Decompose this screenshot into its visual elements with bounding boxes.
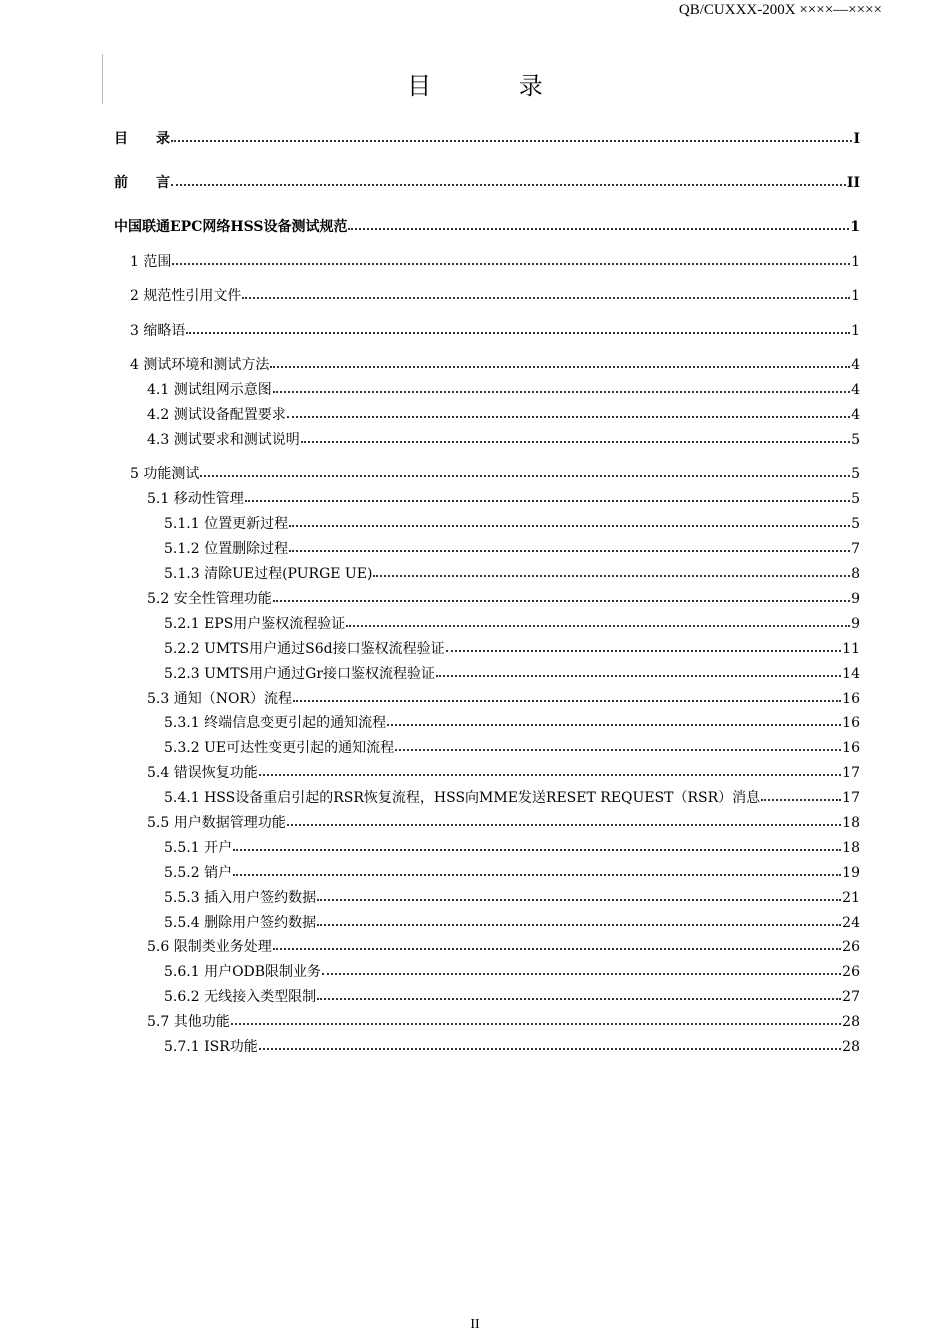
toc-entry[interactable] <box>114 562 860 582</box>
toc-entry-title: 5.4.1 HSS设备重启引起的RSR恢复流程，HSS向MME发送RESET REQUEST（RSR）消息 <box>164 790 761 806</box>
toc-entry-title: 5.6.2 无线接入类型限制 <box>164 989 317 1005</box>
toc-entry[interactable] <box>114 786 860 806</box>
toc-entry-title: 5.2.3 UMTS用户通过Gr接口鉴权流程验证 <box>164 666 436 682</box>
dot-leader <box>317 910 841 926</box>
toc-entry-page: 16 <box>842 715 860 731</box>
toc-entry[interactable] <box>114 378 860 398</box>
dot-leader <box>259 760 841 776</box>
dot-leader <box>242 283 850 299</box>
dot-leader <box>273 377 850 393</box>
toc-entry[interactable] <box>114 960 860 980</box>
dot-leader <box>301 427 850 443</box>
toc-entry-page: 9 <box>851 591 860 607</box>
toc-entry-title: 5.7.1 ISR功能 <box>164 1039 258 1055</box>
toc-entry-page: 26 <box>842 964 860 980</box>
dot-leader <box>273 586 850 602</box>
toc-entry-page: 5 <box>851 491 860 507</box>
toc-entry[interactable] <box>114 687 860 707</box>
toc-entry[interactable] <box>114 215 860 235</box>
dot-leader <box>186 318 850 334</box>
toc-entry-page: 4 <box>851 407 860 423</box>
toc-entry-title: 5.1 移动性管理 <box>147 491 244 507</box>
toc-entry-title: 5.5.4 删除用户签约数据 <box>164 915 317 931</box>
toc-entry-page: I <box>853 131 860 147</box>
toc-entry[interactable] <box>114 403 860 423</box>
toc-entry[interactable] <box>114 886 860 906</box>
dot-leader <box>200 461 850 477</box>
dot-leader <box>287 810 841 826</box>
toc-entry-page: 14 <box>842 666 860 682</box>
toc-entry-page: 24 <box>842 915 860 931</box>
toc-entry-page: 4 <box>851 382 860 398</box>
toc-entry-title: 中国联通EPC网络HSS设备测试规范 <box>114 219 348 235</box>
toc-entry-page: 4 <box>851 357 860 373</box>
dot-leader <box>761 785 841 801</box>
toc-entry-page: 11 <box>842 641 860 657</box>
page-number: II <box>470 1317 480 1332</box>
toc-entry-page: 16 <box>842 691 860 707</box>
dot-leader <box>171 170 846 186</box>
toc-entry-page: 5 <box>851 516 860 532</box>
page-title: 目 录 <box>407 72 583 100</box>
toc-entry-title: 5.4 错误恢复功能 <box>147 765 258 781</box>
toc-entry-title: 5.2.1 EPS用户鉴权流程验证 <box>164 616 346 632</box>
dot-leader <box>233 835 841 851</box>
toc-entry[interactable] <box>114 512 860 532</box>
dot-leader <box>446 636 842 652</box>
toc-entry-title: 5.5.1 开户 <box>164 840 233 856</box>
dot-leader <box>317 885 841 901</box>
toc-entry-title: 5.6 限制类业务处理 <box>147 939 272 955</box>
toc-entry[interactable] <box>114 612 860 632</box>
toc-entry-title: 2 规范性引用文件 <box>130 288 242 304</box>
toc-entry[interactable] <box>114 861 860 881</box>
dot-leader <box>171 126 852 142</box>
toc-entry-page: 7 <box>851 541 860 557</box>
toc-entry-title: 目 录 <box>114 131 170 147</box>
toc-entry-title: 5.1.3 清除UE过程(PURGE UE) <box>164 566 373 582</box>
toc-entry-page: 17 <box>842 790 860 806</box>
toc-entry-page: 9 <box>851 616 860 632</box>
toc-entry-page: 1 <box>851 254 860 270</box>
dot-leader <box>172 249 850 265</box>
toc-entry-page: 27 <box>842 989 860 1005</box>
toc-entry[interactable] <box>114 127 860 147</box>
dot-leader <box>436 661 841 677</box>
toc-entry[interactable] <box>114 284 860 304</box>
toc-entry-page: 21 <box>842 890 860 906</box>
toc-entry-title: 4.2 测试设备配置要求 <box>147 407 286 423</box>
toc-entry[interactable] <box>114 911 860 931</box>
toc-entry-title: 5.3.1 终端信息变更引起的通知流程 <box>164 715 387 731</box>
toc-entry-page: 5 <box>851 466 860 482</box>
dot-leader <box>322 959 841 975</box>
toc-entry-title: 5 功能测试 <box>130 466 200 482</box>
toc-entry[interactable] <box>114 836 860 856</box>
toc-entry-title: 5.5 用户数据管理功能 <box>147 815 286 831</box>
toc-entry-page: 28 <box>842 1039 860 1055</box>
dot-leader <box>231 1009 841 1025</box>
toc-entry-page: 8 <box>851 566 860 582</box>
toc-entry-title: 前 言 <box>114 175 170 191</box>
dot-leader <box>348 214 849 230</box>
toc-entry-title: 4.1 测试组网示意图 <box>147 382 272 398</box>
toc-entry-title: 3 缩略语 <box>130 323 186 339</box>
toc-entry-page: 17 <box>842 765 860 781</box>
toc-entry-title: 1 范围 <box>130 254 172 270</box>
toc-entry-page: 16 <box>842 740 860 756</box>
toc-entry[interactable] <box>114 637 860 657</box>
dot-leader <box>373 561 850 577</box>
toc-entry-page: 18 <box>842 815 860 831</box>
toc-entry-page: 26 <box>842 939 860 955</box>
document-code: QB/CUXXX-200X ××××—×××× <box>678 2 882 18</box>
toc-entry-page: 18 <box>842 840 860 856</box>
toc-entry[interactable] <box>114 1035 860 1055</box>
dot-leader <box>346 611 850 627</box>
toc-entry-page: 28 <box>842 1014 860 1030</box>
toc-entry[interactable] <box>114 935 860 955</box>
toc-entry-page: II <box>846 175 860 191</box>
toc-entry[interactable] <box>114 662 860 682</box>
toc-entry-title: 4.3 测试要求和测试说明 <box>147 432 300 448</box>
toc-entry[interactable] <box>114 811 860 831</box>
toc-entry[interactable] <box>114 1010 860 1030</box>
toc-entry-title: 5.6.1 用户ODB限制业务 <box>164 964 322 980</box>
dot-leader <box>293 686 841 702</box>
toc-entry-title: 5.1.2 位置删除过程 <box>164 541 289 557</box>
toc-entry[interactable] <box>114 985 860 1005</box>
toc-entry-title: 5.2 安全性管理功能 <box>147 591 272 607</box>
dot-leader <box>259 1034 841 1050</box>
toc-entry[interactable] <box>114 537 860 557</box>
dot-leader <box>273 934 841 950</box>
toc-entry-title: 4 测试环境和测试方法 <box>130 357 270 373</box>
toc-entry-title: 5.3.2 UE可达性变更引起的通知流程 <box>164 740 395 756</box>
toc-entry-title: 5.5.2 销户 <box>164 865 233 881</box>
dot-leader <box>287 402 850 418</box>
toc-entry-page: 1 <box>851 323 860 339</box>
dot-leader <box>317 984 841 1000</box>
toc-entry-title: 5.2.2 UMTS用户通过S6d接口鉴权流程验证 <box>164 641 445 657</box>
toc-entry-page: 1 <box>851 288 860 304</box>
toc-entry[interactable] <box>114 171 860 191</box>
toc-entry[interactable] <box>114 428 860 448</box>
toc-entry-page: 19 <box>842 865 860 881</box>
toc-entry-title: 5.5.3 插入用户签约数据 <box>164 890 317 906</box>
dot-leader <box>395 735 841 751</box>
toc-entry[interactable] <box>114 711 860 731</box>
toc-entry-page: 5 <box>851 432 860 448</box>
toc-entry[interactable] <box>114 250 860 270</box>
dot-leader <box>270 352 850 368</box>
toc-entry[interactable] <box>114 587 860 607</box>
toc-entry[interactable] <box>114 487 860 507</box>
toc-entry[interactable] <box>114 761 860 781</box>
toc-entry-page: 1 <box>850 219 860 235</box>
toc-entry-title: 5.1.1 位置更新过程 <box>164 516 289 532</box>
dot-leader <box>387 710 841 726</box>
toc-entry-title: 5.7 其他功能 <box>147 1014 230 1030</box>
dot-leader <box>245 486 850 502</box>
toc-entry[interactable] <box>114 319 860 339</box>
dot-leader <box>289 536 850 552</box>
toc-entry[interactable] <box>114 353 860 373</box>
toc-entry[interactable] <box>114 462 860 482</box>
dot-leader <box>233 860 841 876</box>
dot-leader <box>289 511 850 527</box>
toc-entry[interactable] <box>114 736 860 756</box>
toc-entry-title: 5.3 通知（NOR）流程 <box>147 691 292 707</box>
